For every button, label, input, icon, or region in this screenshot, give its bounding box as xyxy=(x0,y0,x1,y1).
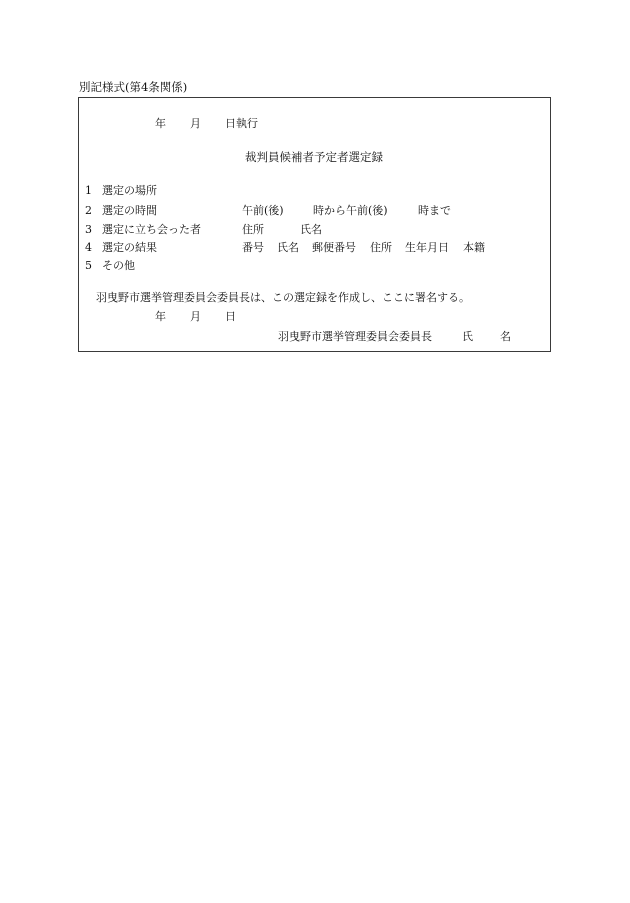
result-col-domicile: 本籍 xyxy=(463,241,485,254)
time-from-ampm: 時から午前(後) xyxy=(313,204,388,217)
certification-statement: 羽曳野市選挙管理委員会委員長は、この選定録を作成し、ここに署名する。 xyxy=(96,291,470,304)
execution-month-label: 月 xyxy=(190,117,201,130)
execution-year-label: 年 xyxy=(155,117,166,130)
witness-address-label: 住所 xyxy=(242,223,264,236)
form-header: 別記様式(第4条関係) xyxy=(79,80,188,94)
signatory-name-label-2: 名 xyxy=(500,330,511,343)
item-5-label: その他 xyxy=(102,259,135,272)
item-5-number: 5 xyxy=(85,259,92,272)
sign-year-label: 年 xyxy=(155,310,166,323)
execution-day-label: 日執行 xyxy=(225,117,258,130)
time-start-ampm: 午前(後) xyxy=(242,204,284,217)
item-4-label: 選定の結果 xyxy=(102,241,157,254)
item-3-label: 選定に立ち会った者 xyxy=(102,223,201,236)
result-col-number: 番号 xyxy=(242,241,264,254)
result-col-postal-code: 郵便番号 xyxy=(312,241,356,254)
item-3-number: 3 xyxy=(85,223,92,236)
item-1-number: 1 xyxy=(85,184,92,197)
item-4-number: 4 xyxy=(85,241,92,254)
result-col-birthdate: 生年月日 xyxy=(405,241,449,254)
time-until: 時まで xyxy=(418,204,451,217)
item-2-label: 選定の時間 xyxy=(102,204,157,217)
result-col-name: 氏名 xyxy=(277,241,299,254)
item-1-label: 選定の場所 xyxy=(102,184,157,197)
witness-name-label: 氏名 xyxy=(300,223,322,236)
signatory-name-label-1: 氏 xyxy=(462,330,473,343)
item-2-number: 2 xyxy=(85,204,92,217)
result-col-address: 住所 xyxy=(370,241,392,254)
sign-day-label: 日 xyxy=(225,310,236,323)
signatory-title: 羽曳野市選挙管理委員会委員長 xyxy=(278,330,432,343)
sign-month-label: 月 xyxy=(190,310,201,323)
document-title: 裁判員候補者予定者選定録 xyxy=(245,150,383,164)
